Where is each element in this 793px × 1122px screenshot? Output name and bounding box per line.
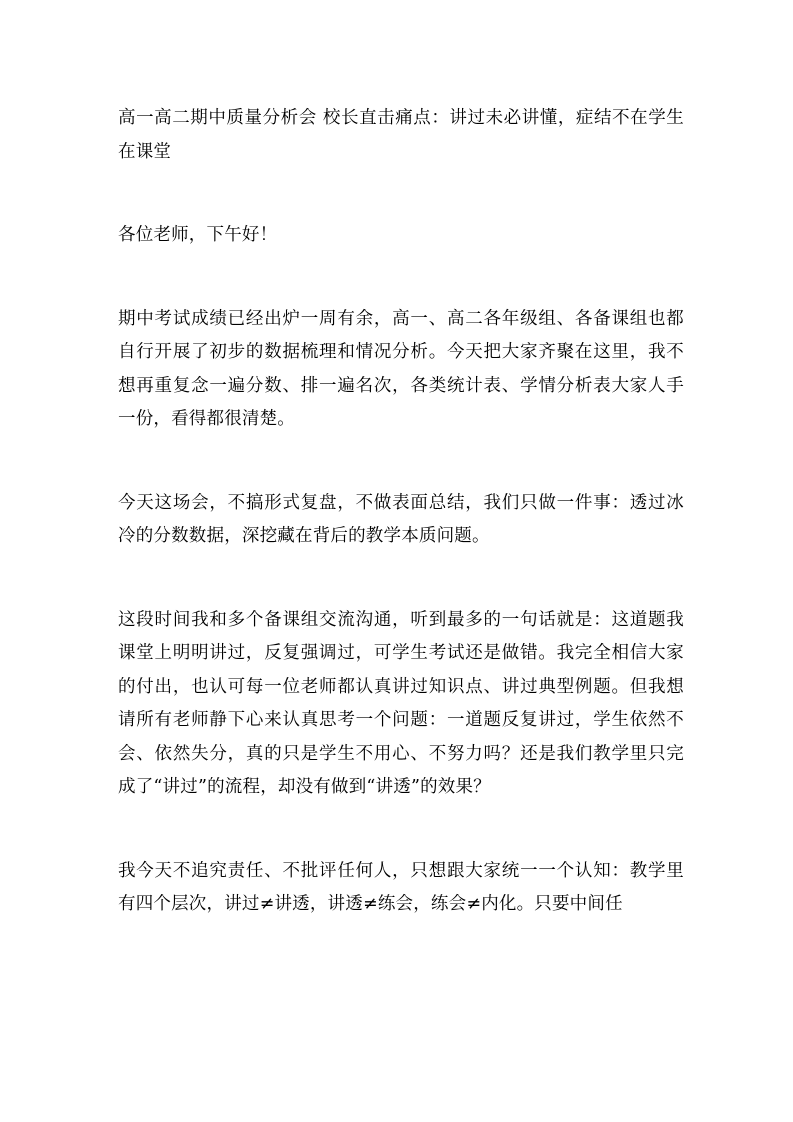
paragraph-greeting: 各位老师，下午好！ [118, 225, 278, 245]
paragraph-spacer [118, 253, 684, 303]
paragraph-meeting-purpose: 今天这场会，不搞形式复盘，不做表面总结，我们只做一件事：透过冰冷的分数数据，深挖藏在背后的教学本质问题。 [118, 492, 684, 546]
paragraph-spacer [118, 805, 684, 855]
paragraph-four-levels: 我今天不追究责任、不批评任何人，只想跟大家统一一个认知：教学里有四个层次，讲过≠讲透，讲透≠练会，练会≠内化。只要中间任 [118, 860, 684, 914]
document-page [118, 102, 684, 922]
document-title: 高一高二期中质量分析会 校长直击痛点：讲过未必讲懂，症结不在学生在课堂 [118, 108, 684, 162]
paragraph-teaching-reflection: 这段时间我和多个备课组交流沟通，听到最多的一句话就是：这道题我课堂上明明讲过，反复强调过，可学生考试还是做错。我完全相信大家的付出，也认可每一位老师都认真讲过知识点、讲过典型例题。但我想请所有老师静下心来认真思考一个问题：一道题反复讲过，学生依然不会、依然失分，真的只是学生不用心、不努力吗？还是我们教学里只完成了“讲过”的流程，却没有做到“讲透”的效果？ [118, 609, 684, 797]
paragraph-spacer [118, 437, 684, 487]
paragraph-exam-results: 期中考试成绩已经出炉一周有余，高一、高二各年级组、各备课组也都自行开展了初步的数据梳理和情况分析。今天把大家齐聚在这里，我不想再重复念一遍分数、排一遍名次，各类统计表、学情分析表大家人手一份，看得都很清楚。 [118, 308, 684, 429]
paragraph-spacer [118, 554, 684, 604]
paragraph-spacer [118, 169, 684, 219]
